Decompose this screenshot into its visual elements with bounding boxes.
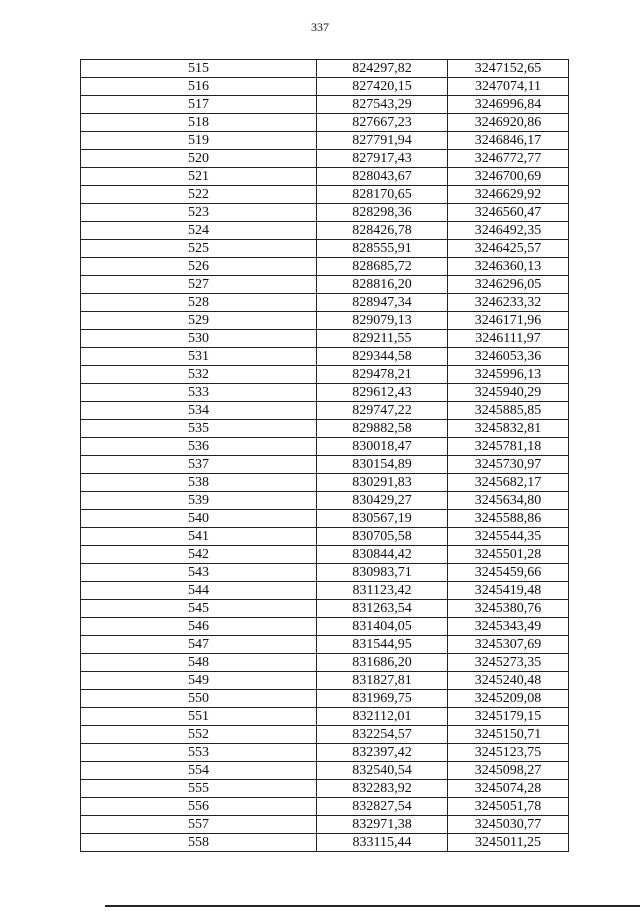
y-coordinate-cell: 3245179,15 xyxy=(448,708,569,726)
point-number-cell: 555 xyxy=(81,780,317,798)
table-row xyxy=(81,60,569,78)
y-coordinate-cell: 3246772,77 xyxy=(448,150,569,168)
y-coordinate-cell: 3246920,86 xyxy=(448,114,569,132)
y-coordinate-cell: 3245030,77 xyxy=(448,816,569,834)
y-coordinate-cell: 3245380,76 xyxy=(448,600,569,618)
table-row xyxy=(81,438,569,456)
coordinates-table-body xyxy=(81,60,569,852)
table-row xyxy=(81,510,569,528)
point-number-cell: 523 xyxy=(81,204,317,222)
table-row xyxy=(81,654,569,672)
table-row xyxy=(81,762,569,780)
point-number-cell: 549 xyxy=(81,672,317,690)
table-row xyxy=(81,474,569,492)
point-number-cell: 524 xyxy=(81,222,317,240)
point-number-cell: 543 xyxy=(81,564,317,582)
point-number-cell: 538 xyxy=(81,474,317,492)
x-coordinate-cell: 832397,42 xyxy=(317,744,448,762)
point-number-cell: 517 xyxy=(81,96,317,114)
y-coordinate-cell: 3245459,66 xyxy=(448,564,569,582)
y-coordinate-cell: 3245209,08 xyxy=(448,690,569,708)
table-row xyxy=(81,672,569,690)
x-coordinate-cell: 830567,19 xyxy=(317,510,448,528)
table-row xyxy=(81,258,569,276)
x-coordinate-cell: 829211,55 xyxy=(317,330,448,348)
x-coordinate-cell: 829344,58 xyxy=(317,348,448,366)
table-row xyxy=(81,168,569,186)
y-coordinate-cell: 3245123,75 xyxy=(448,744,569,762)
y-coordinate-cell: 3246996,84 xyxy=(448,96,569,114)
table-row xyxy=(81,816,569,834)
point-number-cell: 551 xyxy=(81,708,317,726)
point-number-cell: 529 xyxy=(81,312,317,330)
x-coordinate-cell: 828555,91 xyxy=(317,240,448,258)
x-coordinate-cell: 830291,83 xyxy=(317,474,448,492)
point-number-cell: 553 xyxy=(81,744,317,762)
y-coordinate-cell: 3246360,13 xyxy=(448,258,569,276)
table-row xyxy=(81,78,569,96)
x-coordinate-cell: 829079,13 xyxy=(317,312,448,330)
point-number-cell: 554 xyxy=(81,762,317,780)
table-row xyxy=(81,312,569,330)
table-row xyxy=(81,798,569,816)
y-coordinate-cell: 3245634,80 xyxy=(448,492,569,510)
point-number-cell: 541 xyxy=(81,528,317,546)
y-coordinate-cell: 3246560,47 xyxy=(448,204,569,222)
point-number-cell: 548 xyxy=(81,654,317,672)
point-number-cell: 544 xyxy=(81,582,317,600)
table-row xyxy=(81,114,569,132)
point-number-cell: 547 xyxy=(81,636,317,654)
x-coordinate-cell: 832254,57 xyxy=(317,726,448,744)
y-coordinate-cell: 3246629,92 xyxy=(448,186,569,204)
table-row xyxy=(81,222,569,240)
table-row xyxy=(81,528,569,546)
point-number-cell: 516 xyxy=(81,78,317,96)
y-coordinate-cell: 3245501,28 xyxy=(448,546,569,564)
point-number-cell: 522 xyxy=(81,186,317,204)
point-number-cell: 536 xyxy=(81,438,317,456)
x-coordinate-cell: 831969,75 xyxy=(317,690,448,708)
x-coordinate-cell: 827667,23 xyxy=(317,114,448,132)
y-coordinate-cell: 3246233,32 xyxy=(448,294,569,312)
table-row xyxy=(81,618,569,636)
table-row xyxy=(81,96,569,114)
y-coordinate-cell: 3245832,81 xyxy=(448,420,569,438)
y-coordinate-cell: 3245781,18 xyxy=(448,438,569,456)
y-coordinate-cell: 3245544,35 xyxy=(448,528,569,546)
table-row xyxy=(81,726,569,744)
x-coordinate-cell: 827791,94 xyxy=(317,132,448,150)
y-coordinate-cell: 3246700,69 xyxy=(448,168,569,186)
y-coordinate-cell: 3246053,36 xyxy=(448,348,569,366)
y-coordinate-cell: 3245098,27 xyxy=(448,762,569,780)
point-number-cell: 539 xyxy=(81,492,317,510)
table-row xyxy=(81,420,569,438)
point-number-cell: 527 xyxy=(81,276,317,294)
point-number-cell: 521 xyxy=(81,168,317,186)
coordinates-table xyxy=(80,59,569,852)
point-number-cell: 515 xyxy=(81,60,317,78)
x-coordinate-cell: 829747,22 xyxy=(317,402,448,420)
table-row xyxy=(81,204,569,222)
table-row xyxy=(81,780,569,798)
x-coordinate-cell: 831404,05 xyxy=(317,618,448,636)
table-row xyxy=(81,456,569,474)
point-number-cell: 537 xyxy=(81,456,317,474)
point-number-cell: 532 xyxy=(81,366,317,384)
point-number-cell: 545 xyxy=(81,600,317,618)
x-coordinate-cell: 830844,42 xyxy=(317,546,448,564)
x-coordinate-cell: 827917,43 xyxy=(317,150,448,168)
x-coordinate-cell: 828170,65 xyxy=(317,186,448,204)
y-coordinate-cell: 3247152,65 xyxy=(448,60,569,78)
x-coordinate-cell: 828426,78 xyxy=(317,222,448,240)
point-number-cell: 557 xyxy=(81,816,317,834)
table-row xyxy=(81,366,569,384)
table-row xyxy=(81,708,569,726)
y-coordinate-cell: 3245996,13 xyxy=(448,366,569,384)
x-coordinate-cell: 832827,54 xyxy=(317,798,448,816)
x-coordinate-cell: 829882,58 xyxy=(317,420,448,438)
x-coordinate-cell: 828816,20 xyxy=(317,276,448,294)
y-coordinate-cell: 3245885,85 xyxy=(448,402,569,420)
y-coordinate-cell: 3245307,69 xyxy=(448,636,569,654)
y-coordinate-cell: 3246171,96 xyxy=(448,312,569,330)
point-number-cell: 550 xyxy=(81,690,317,708)
table-row xyxy=(81,690,569,708)
x-coordinate-cell: 828298,36 xyxy=(317,204,448,222)
point-number-cell: 546 xyxy=(81,618,317,636)
y-coordinate-cell: 3245240,48 xyxy=(448,672,569,690)
point-number-cell: 558 xyxy=(81,834,317,852)
point-number-cell: 519 xyxy=(81,132,317,150)
x-coordinate-cell: 830429,27 xyxy=(317,492,448,510)
x-coordinate-cell: 831263,54 xyxy=(317,600,448,618)
x-coordinate-cell: 830983,71 xyxy=(317,564,448,582)
table-row xyxy=(81,402,569,420)
y-coordinate-cell: 3246111,97 xyxy=(448,330,569,348)
x-coordinate-cell: 831123,42 xyxy=(317,582,448,600)
x-coordinate-cell: 831544,95 xyxy=(317,636,448,654)
x-coordinate-cell: 829478,21 xyxy=(317,366,448,384)
point-number-cell: 528 xyxy=(81,294,317,312)
x-coordinate-cell: 830705,58 xyxy=(317,528,448,546)
point-number-cell: 520 xyxy=(81,150,317,168)
table-row xyxy=(81,600,569,618)
y-coordinate-cell: 3246296,05 xyxy=(448,276,569,294)
x-coordinate-cell: 831686,20 xyxy=(317,654,448,672)
y-coordinate-cell: 3245343,49 xyxy=(448,618,569,636)
point-number-cell: 534 xyxy=(81,402,317,420)
y-coordinate-cell: 3245074,28 xyxy=(448,780,569,798)
point-number-cell: 540 xyxy=(81,510,317,528)
x-coordinate-cell: 827543,29 xyxy=(317,96,448,114)
table-row xyxy=(81,834,569,852)
table-row xyxy=(81,150,569,168)
table-row xyxy=(81,186,569,204)
x-coordinate-cell: 832112,01 xyxy=(317,708,448,726)
table-row xyxy=(81,582,569,600)
x-coordinate-cell: 832283,92 xyxy=(317,780,448,798)
point-number-cell: 533 xyxy=(81,384,317,402)
y-coordinate-cell: 3247074,11 xyxy=(448,78,569,96)
y-coordinate-cell: 3246425,57 xyxy=(448,240,569,258)
x-coordinate-cell: 829612,43 xyxy=(317,384,448,402)
x-coordinate-cell: 832540,54 xyxy=(317,762,448,780)
bottom-rule xyxy=(105,905,640,907)
point-number-cell: 526 xyxy=(81,258,317,276)
point-number-cell: 525 xyxy=(81,240,317,258)
page-number: 337 xyxy=(311,20,329,34)
y-coordinate-cell: 3245051,78 xyxy=(448,798,569,816)
y-coordinate-cell: 3245682,17 xyxy=(448,474,569,492)
table-row xyxy=(81,294,569,312)
point-number-cell: 556 xyxy=(81,798,317,816)
table-row xyxy=(81,492,569,510)
point-number-cell: 530 xyxy=(81,330,317,348)
table-row xyxy=(81,276,569,294)
table-row xyxy=(81,240,569,258)
y-coordinate-cell: 3245940,29 xyxy=(448,384,569,402)
table-row xyxy=(81,384,569,402)
point-number-cell: 535 xyxy=(81,420,317,438)
x-coordinate-cell: 828685,72 xyxy=(317,258,448,276)
x-coordinate-cell: 833115,44 xyxy=(317,834,448,852)
table-row xyxy=(81,546,569,564)
table-row xyxy=(81,330,569,348)
y-coordinate-cell: 3245730,97 xyxy=(448,456,569,474)
y-coordinate-cell: 3245273,35 xyxy=(448,654,569,672)
x-coordinate-cell: 827420,15 xyxy=(317,78,448,96)
y-coordinate-cell: 3245588,86 xyxy=(448,510,569,528)
x-coordinate-cell: 830018,47 xyxy=(317,438,448,456)
table-row xyxy=(81,348,569,366)
y-coordinate-cell: 3246492,35 xyxy=(448,222,569,240)
x-coordinate-cell: 828947,34 xyxy=(317,294,448,312)
table-row xyxy=(81,744,569,762)
table-row xyxy=(81,564,569,582)
y-coordinate-cell: 3245419,48 xyxy=(448,582,569,600)
point-number-cell: 552 xyxy=(81,726,317,744)
x-coordinate-cell: 824297,82 xyxy=(317,60,448,78)
x-coordinate-cell: 831827,81 xyxy=(317,672,448,690)
table-row xyxy=(81,636,569,654)
x-coordinate-cell: 832971,38 xyxy=(317,816,448,834)
y-coordinate-cell: 3246846,17 xyxy=(448,132,569,150)
x-coordinate-cell: 830154,89 xyxy=(317,456,448,474)
x-coordinate-cell: 828043,67 xyxy=(317,168,448,186)
y-coordinate-cell: 3245150,71 xyxy=(448,726,569,744)
table-row xyxy=(81,132,569,150)
y-coordinate-cell: 3245011,25 xyxy=(448,834,569,852)
point-number-cell: 531 xyxy=(81,348,317,366)
point-number-cell: 518 xyxy=(81,114,317,132)
point-number-cell: 542 xyxy=(81,546,317,564)
